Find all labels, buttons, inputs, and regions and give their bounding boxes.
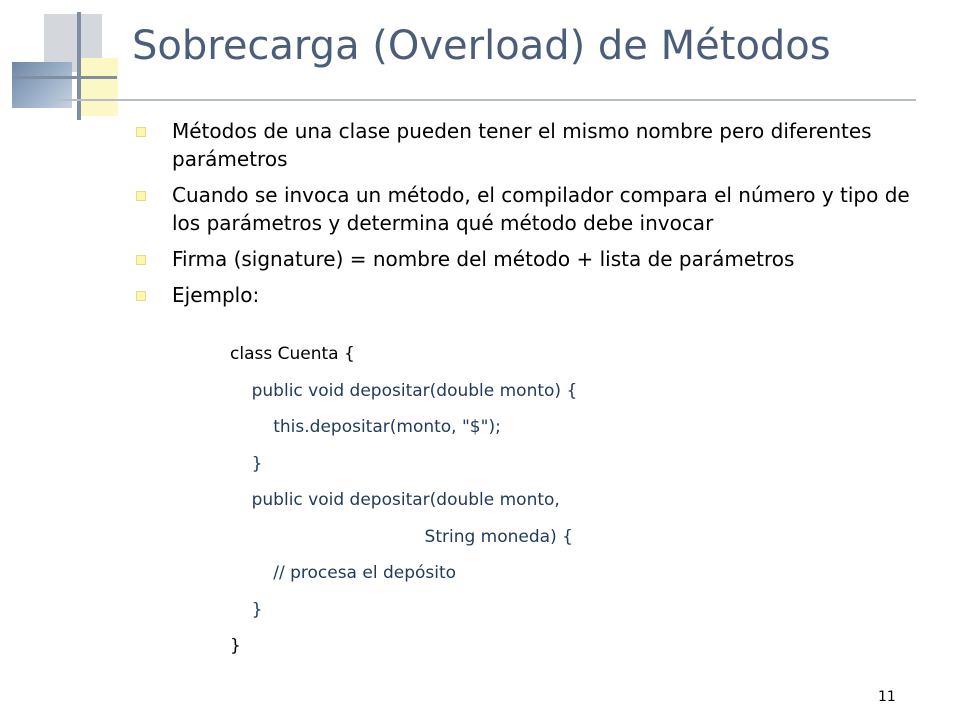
decorative-blue-square <box>12 62 72 108</box>
decorative-horizontal-line <box>12 76 117 79</box>
code-line: } <box>230 599 263 620</box>
bullet-square-icon <box>136 191 146 201</box>
bullet-item <box>136 281 926 309</box>
bullet-item <box>136 117 926 173</box>
code-line: this.depositar(monto, "$"); <box>230 417 501 437</box>
bullet-square-icon <box>136 127 146 137</box>
bullet-list <box>136 117 926 317</box>
code-line: public void depositar(double monto, <box>230 490 560 510</box>
bullet-square-icon <box>136 255 146 265</box>
code-line: // procesa el depósito <box>230 563 457 583</box>
decorative-yellow-square <box>80 58 118 116</box>
bullet-text: Cuando se invoca un método, el compilador compara el número y tipo de los parámetros y determina qué método debe invocar <box>172 183 910 235</box>
code-line: } <box>230 453 263 474</box>
bullet-square-icon <box>136 291 146 301</box>
bullet-text: Firma (signature) = nombre del método + lista de parámetros <box>172 247 795 271</box>
code-line: String moneda) { <box>230 526 573 547</box>
bullet-item <box>136 181 926 237</box>
bullet-item <box>136 245 926 273</box>
code-example <box>230 336 577 665</box>
title-underline <box>56 99 916 101</box>
code-line: class Cuenta { <box>230 344 355 364</box>
bullet-text: Ejemplo: <box>172 283 260 307</box>
bullet-text: Métodos de una clase pueden tener el mismo nombre pero diferentes parámetros <box>172 119 872 171</box>
page-number: 11 <box>878 689 896 705</box>
code-line: } <box>230 636 241 656</box>
slide-title: Sobrecarga (Overload) de Métodos <box>132 23 831 69</box>
decorative-vertical-line <box>77 12 81 120</box>
code-line: public void depositar(double monto) { <box>230 380 578 401</box>
